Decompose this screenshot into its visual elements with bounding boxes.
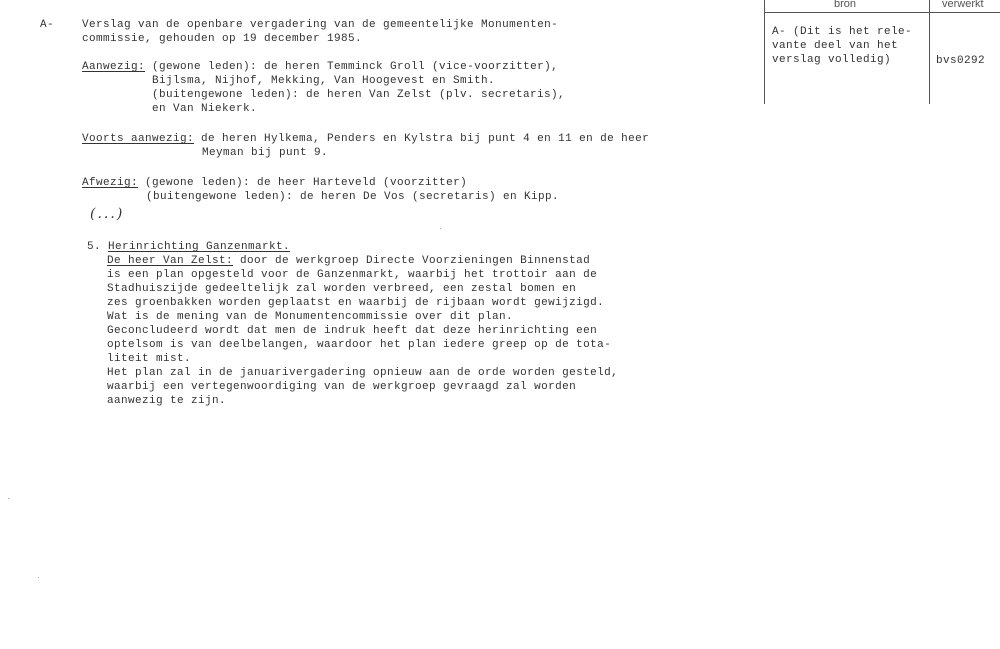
table-header-bron: bron: [834, 0, 857, 10]
table-left-border: [764, 0, 765, 104]
present-line-4: en Van Niekerk.: [152, 103, 258, 115]
absent-first-line: [82, 176, 467, 190]
item-line: is een plan opgesteld voor de Ganzenmarkt, waarbij het trottoir aan de: [107, 269, 598, 281]
also-present-first-line: [82, 132, 649, 146]
document-marker: A-: [40, 19, 55, 31]
also-present-label: Voorts aanwezig:: [82, 133, 195, 145]
item-line: Het plan zal in de januarivergadering opnieuw aan de orde worden gesteld,: [107, 367, 619, 379]
present-line-2: Bijlsma, Nijhof, Mekking, Van Hoogevest en Smith.: [152, 75, 496, 87]
table-source-line-3: verslag volledig): [772, 54, 892, 66]
item-line: waarbij een vertegenwoordiging van de werkgroep gevraagd zal worden: [107, 381, 577, 393]
item-speaker: De heer Van Zelst:: [107, 255, 234, 267]
scan-speck: [38, 577, 39, 578]
absent-label: Afwezig:: [82, 177, 139, 189]
scan-speck: [440, 228, 441, 229]
table-header-rule: [764, 12, 1000, 13]
present-line-3: (buitengewone leden): de heren Van Zelst (plv. secretaris),: [152, 89, 566, 101]
item-line: zes groenbakken worden geplaatst en waarbij de rijbaan wordt gewijzigd.: [107, 297, 605, 309]
present-first-text: (gewone leden): de heren Temminck Groll (vice-voorzitter),: [145, 61, 559, 73]
table-header-verwerkt: verwerkt: [942, 0, 984, 10]
table-column-divider: [929, 0, 930, 104]
intro-line-1: Verslag van de openbare vergadering van de gemeentelijke Monumenten-: [82, 19, 559, 31]
present-label: Aanwezig:: [82, 61, 146, 73]
item-title: Herinrichting Ganzenmarkt.: [108, 241, 291, 253]
item-number: 5.: [87, 241, 102, 253]
also-present-line-2: Meyman bij punt 9.: [202, 147, 329, 159]
item-line: Stadhuiszijde gedeeltelijk zal worden verbreed, een zestal bomen en: [107, 283, 577, 295]
item-line: optelsom is van deelbelangen, waardoor het plan iedere greep op de tota-: [107, 339, 612, 351]
item-heading: [87, 240, 290, 254]
absent-line-2: (buitengewone leden): de heren De Vos (secretaris) en Kipp.: [146, 191, 560, 203]
present-first-line: [82, 60, 558, 74]
item-line: liteit mist.: [107, 353, 192, 365]
scan-speck: [8, 498, 9, 499]
table-processed-code: bvs0292: [936, 55, 986, 67]
table-source-line-2: vante deel van het: [772, 40, 899, 52]
also-present-first-text: de heren Hylkema, Penders en Kylstra bij punt 4 en 11 en de heer: [194, 133, 650, 145]
item-line: Wat is de mening van de Monumentencommissie over dit plan.: [107, 311, 514, 323]
item-line: Geconcludeerd wordt dat men de indruk heeft dat deze herinrichting een: [107, 325, 598, 337]
item-first-text: door de werkgroep Directe Voorzieningen Binnenstad: [233, 255, 591, 267]
intro-line-2: commissie, gehouden op 19 december 1985.: [82, 33, 363, 45]
table-source-line-1: A- (Dit is het rele-: [772, 26, 913, 38]
item-first-line: [107, 254, 590, 268]
ellipsis-handwritten: (...): [90, 206, 125, 222]
item-line: aanwezig te zijn.: [107, 395, 227, 407]
absent-first-text: (gewone leden): de heer Harteveld (voorzitter): [138, 177, 468, 189]
